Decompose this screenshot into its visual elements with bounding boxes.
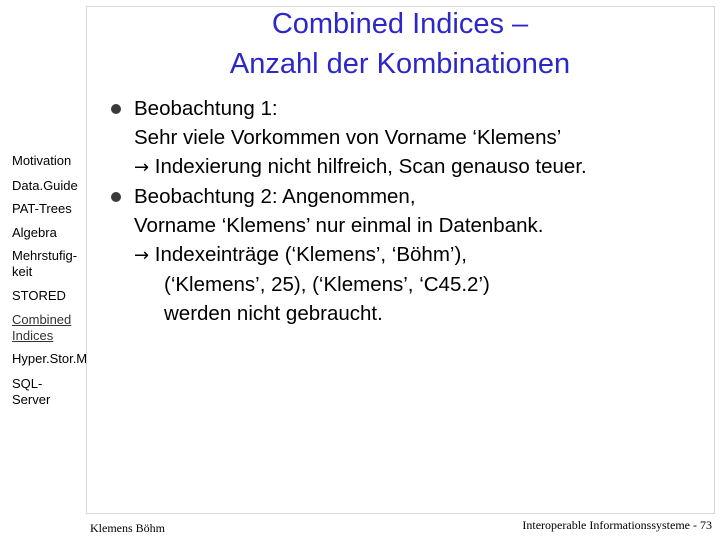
- bullet-line-text: Indexeinträge (‘Klemens’, ‘Böhm’),: [154, 243, 467, 266]
- slide-title: [90, 4, 710, 84]
- sidebar-item-pat-trees[interactable]: PAT-Trees: [12, 201, 72, 216]
- bullet-line-with-arrow: [134, 240, 708, 270]
- sidebar-item-hyperstorm[interactable]: Hyper.Stor.M: [12, 351, 88, 366]
- bullet-dot-icon: [111, 104, 121, 114]
- bullet-line: (‘Klemens’, 25), (‘Klemens’, ‘C45.2’): [164, 273, 490, 296]
- sidebar-item-dataguide[interactable]: Data.Guide: [12, 178, 78, 193]
- sidebar-item-combined-indices[interactable]: Combined Indices: [12, 312, 72, 343]
- bullet-item: [108, 182, 708, 328]
- sidebar-item-algebra[interactable]: Algebra: [12, 225, 57, 240]
- bullet-list: [108, 94, 708, 328]
- footer-author: Klemens Böhm: [90, 521, 165, 535]
- footer-course-page: Interoperable Informationssysteme - 73: [522, 518, 712, 532]
- bullet-item: [108, 94, 708, 182]
- bullet-line: Beobachtung 2: Angenommen,: [134, 185, 416, 208]
- slide-title-line-2: Anzahl der Kombinationen: [229, 48, 571, 80]
- bullet-line: werden nicht gebraucht.: [164, 302, 383, 325]
- sidebar-item-sql-server[interactable]: SQL- Server: [12, 376, 51, 407]
- bullet-dot-icon: [111, 192, 121, 202]
- right-arrow-icon: →: [134, 157, 150, 178]
- sidebar-item-stored[interactable]: STORED: [12, 288, 66, 303]
- bullet-line: Sehr viele Vorkommen von Vorname ‘Klemens’: [134, 126, 562, 149]
- bullet-line-text: Indexierung nicht hilfreich, Scan genauso teuer.: [154, 155, 587, 178]
- sidebar-item-motivation[interactable]: Motivation: [12, 153, 72, 168]
- bullet-line: Beobachtung 1:: [134, 97, 278, 120]
- sidebar-item-mehrstufigkeit[interactable]: Mehrstufig- keit: [12, 248, 78, 279]
- bullet-line-with-arrow: [134, 152, 708, 182]
- right-arrow-icon: →: [134, 245, 150, 266]
- slide-title-line-1: Combined Indices –: [271, 8, 529, 40]
- bullet-line: Vorname ‘Klemens’ nur einmal in Datenbank.: [134, 214, 544, 237]
